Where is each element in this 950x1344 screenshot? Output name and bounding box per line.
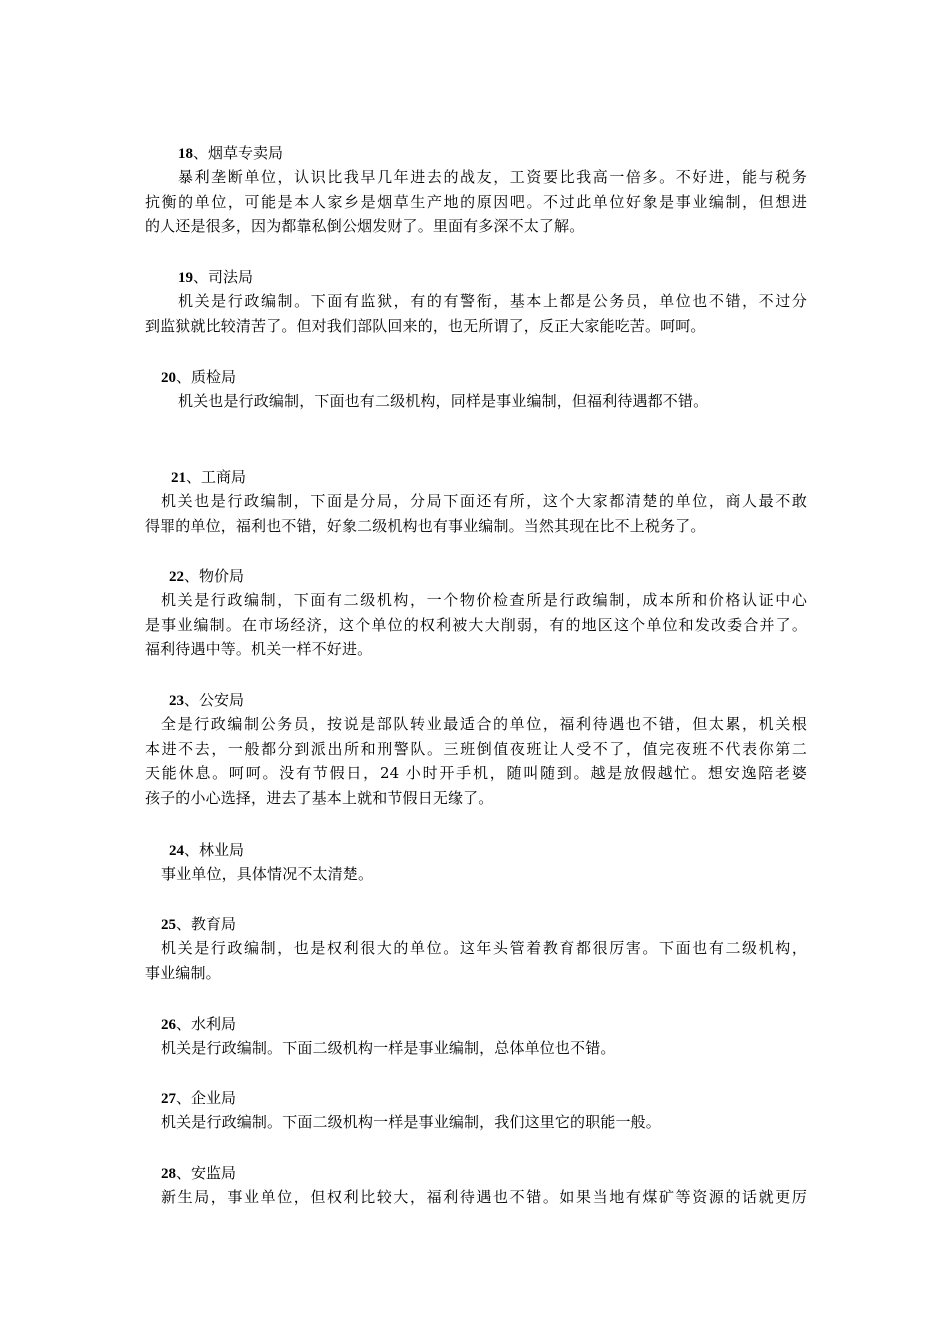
section-title: 、物价局 bbox=[184, 567, 245, 585]
section-24 bbox=[145, 838, 807, 887]
section-body bbox=[145, 936, 807, 985]
section-body bbox=[145, 1185, 807, 1210]
section-heading bbox=[145, 465, 807, 489]
section-body bbox=[145, 289, 807, 338]
section-title: 、司法局 bbox=[193, 268, 254, 286]
section-heading bbox=[145, 1086, 807, 1110]
section-26 bbox=[145, 1012, 807, 1061]
section-body bbox=[145, 1036, 807, 1061]
body-line: 抗衡的单位，可能是本人家乡是烟草生产地的原因吧。不过此单位好象是事业编制，但想进 bbox=[145, 192, 807, 211]
section-title: 、质检局 bbox=[176, 368, 237, 386]
section-title: 、烟草专卖局 bbox=[193, 144, 284, 162]
body-line: 机关是行政编制。下面有监狱，有的有警衔，基本上都是公务员，单位也不错，不过分 bbox=[178, 292, 807, 310]
section-heading bbox=[145, 564, 807, 588]
section-heading bbox=[145, 912, 807, 936]
section-body bbox=[145, 588, 807, 662]
section-number: 20 bbox=[161, 370, 176, 386]
body-line: 机关是行政编制，也是权利很大的单位。这年头管着教育都很厉害。下面也有二级机构， bbox=[161, 939, 807, 957]
section-body bbox=[145, 862, 807, 887]
section-27 bbox=[145, 1086, 807, 1135]
section-21 bbox=[145, 465, 807, 538]
body-line: 天能休息。呵呵。没有节假日，24 小时开手机，随叫随到。越是放假越忙。想安逸陪老婆 bbox=[145, 764, 807, 782]
section-number: 18 bbox=[178, 146, 193, 162]
section-body bbox=[145, 1110, 807, 1135]
body-line: 本进不去，一般都分到派出所和刑警队。三班倒值夜班让人受不了，值完夜班不代表你第二 bbox=[145, 739, 807, 758]
section-19 bbox=[145, 265, 807, 338]
section-number: 27 bbox=[161, 1091, 176, 1107]
body-line: 新生局，事业单位，但权利比较大，福利待遇也不错。如果当地有煤矿等资源的话就更厉 bbox=[161, 1188, 807, 1206]
body-line: 得罪的单位，福利也不错，好象二级机构也有事业编制。当然其现在比不上税务了。 bbox=[145, 516, 706, 535]
section-title: 、公安局 bbox=[184, 691, 245, 709]
section-23 bbox=[145, 688, 807, 810]
section-title: 、教育局 bbox=[176, 915, 237, 933]
section-number: 24 bbox=[169, 843, 184, 859]
section-heading bbox=[145, 265, 807, 289]
section-number: 26 bbox=[161, 1017, 176, 1033]
section-number: 28 bbox=[161, 1166, 176, 1182]
section-number: 21 bbox=[171, 470, 186, 486]
body-line: 机关是行政编制。下面二级机构一样是事业编制，我们这里它的职能一般。 bbox=[161, 1113, 661, 1131]
body-line: 的人还是很多，因为都靠私倒公烟发财了。里面有多深不太了解。 bbox=[145, 217, 585, 235]
section-heading bbox=[145, 1012, 807, 1036]
body-line: 机关是行政编制，下面有二级机构，一个物价检查所是行政编制，成本所和价格认证中心 bbox=[161, 591, 807, 609]
body-line: 事业编制。 bbox=[145, 963, 221, 982]
section-number: 22 bbox=[169, 569, 184, 585]
section-body bbox=[145, 489, 807, 538]
section-18 bbox=[145, 141, 807, 239]
body-line: 暴利垄断单位，认识比我早几年进去的战友，工资要比我高一倍多。不好进，能与税务 bbox=[178, 168, 807, 186]
section-title: 、安监局 bbox=[176, 1164, 237, 1182]
section-heading bbox=[145, 141, 807, 165]
body-line: 孩子的小心选择，进去了基本上就和节假日无缘了。 bbox=[145, 788, 494, 807]
section-number: 25 bbox=[161, 917, 176, 933]
body-line: 全是行政编制公务员，按说是部队转业最适合的单位，福利待遇也不错，但太累，机关根 bbox=[161, 715, 807, 733]
section-number: 19 bbox=[178, 270, 193, 286]
body-line: 是事业编制。在市场经济，这个单位的权利被大大削弱，有的地区这个单位和发改委合并了。 bbox=[145, 615, 807, 634]
section-20 bbox=[145, 365, 807, 414]
section-title: 、企业局 bbox=[176, 1089, 237, 1107]
body-line: 事业单位，具体情况不太清楚。 bbox=[161, 865, 374, 883]
section-28 bbox=[145, 1161, 807, 1210]
section-heading bbox=[145, 365, 807, 389]
section-title: 、工商局 bbox=[186, 468, 247, 486]
section-body bbox=[145, 712, 807, 810]
body-line: 福利待遇中等。机关一样不好进。 bbox=[145, 640, 373, 658]
section-body bbox=[145, 165, 807, 239]
body-line: 机关是行政编制。下面二级机构一样是事业编制，总体单位也不错。 bbox=[161, 1039, 616, 1057]
section-title: 、水利局 bbox=[176, 1015, 237, 1033]
section-heading bbox=[145, 838, 807, 862]
section-title: 、林业局 bbox=[184, 841, 245, 859]
section-heading bbox=[145, 1161, 807, 1185]
body-line: 到监狱就比较清苦了。但对我们部队回来的，也无所谓了，反正大家能吃苦。呵呵。 bbox=[145, 316, 706, 335]
body-line: 机关也是行政编制，下面也有二级机构，同样是事业编制，但福利待遇都不错。 bbox=[178, 392, 709, 410]
section-body bbox=[145, 389, 807, 414]
section-heading bbox=[145, 688, 807, 712]
body-line: 机关也是行政编制，下面是分局，分局下面还有所，这个大家都清楚的单位，商人最不敢 bbox=[161, 492, 807, 510]
section-22 bbox=[145, 564, 807, 662]
section-25 bbox=[145, 912, 807, 985]
section-number: 23 bbox=[169, 693, 184, 709]
